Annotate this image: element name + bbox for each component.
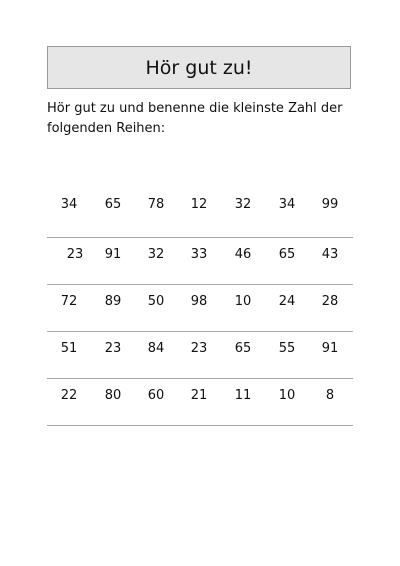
number-rows-table — [47, 182, 353, 426]
number-row-4 — [47, 332, 353, 379]
number-cell: 12 — [190, 197, 208, 212]
number-cell: 84 — [147, 341, 165, 356]
number-cell: 50 — [147, 294, 165, 309]
worksheet-title-box — [47, 46, 351, 89]
number-cell: 32 — [147, 247, 165, 262]
number-cell: 10 — [234, 294, 252, 309]
number-cell: 60 — [147, 388, 165, 403]
number-cell: 46 — [234, 247, 252, 262]
number-cell: 34 — [278, 197, 296, 212]
number-cell: 91 — [321, 341, 339, 356]
number-cell: 72 — [60, 294, 78, 309]
number-cell: 22 — [60, 388, 78, 403]
number-cell: 99 — [321, 197, 339, 212]
number-cell: 43 — [321, 247, 339, 262]
number-cell: 89 — [104, 294, 122, 309]
number-cell: 34 — [60, 197, 78, 212]
number-cell: 11 — [234, 388, 252, 403]
number-cell: 98 — [190, 294, 208, 309]
number-cell: 32 — [234, 197, 252, 212]
number-cell: 23 — [104, 341, 122, 356]
number-cell: 23 — [190, 341, 208, 356]
number-row-5 — [47, 379, 353, 426]
number-row-1 — [47, 182, 353, 238]
number-cell: 65 — [104, 197, 122, 212]
number-row-3 — [47, 285, 353, 332]
number-row-2 — [47, 238, 353, 285]
number-cell: 21 — [190, 388, 208, 403]
number-cell: 78 — [147, 197, 165, 212]
worksheet-title: Hör gut zu! — [145, 56, 253, 79]
number-cell: 65 — [278, 247, 296, 262]
instruction-text: Hör gut zu und benenne die kleinste Zahl der folgenden Reihen: — [47, 101, 343, 136]
number-cell: 91 — [104, 247, 122, 262]
number-cell: 8 — [325, 388, 335, 403]
number-cell: 23 — [66, 247, 84, 262]
number-cell: 65 — [234, 341, 252, 356]
number-cell: 51 — [60, 341, 78, 356]
number-cell: 33 — [190, 247, 208, 262]
number-cell: 24 — [278, 294, 296, 309]
number-cell: 80 — [104, 388, 122, 403]
number-cell: 28 — [321, 294, 339, 309]
number-cell: 10 — [278, 388, 296, 403]
number-cell: 55 — [278, 341, 296, 356]
